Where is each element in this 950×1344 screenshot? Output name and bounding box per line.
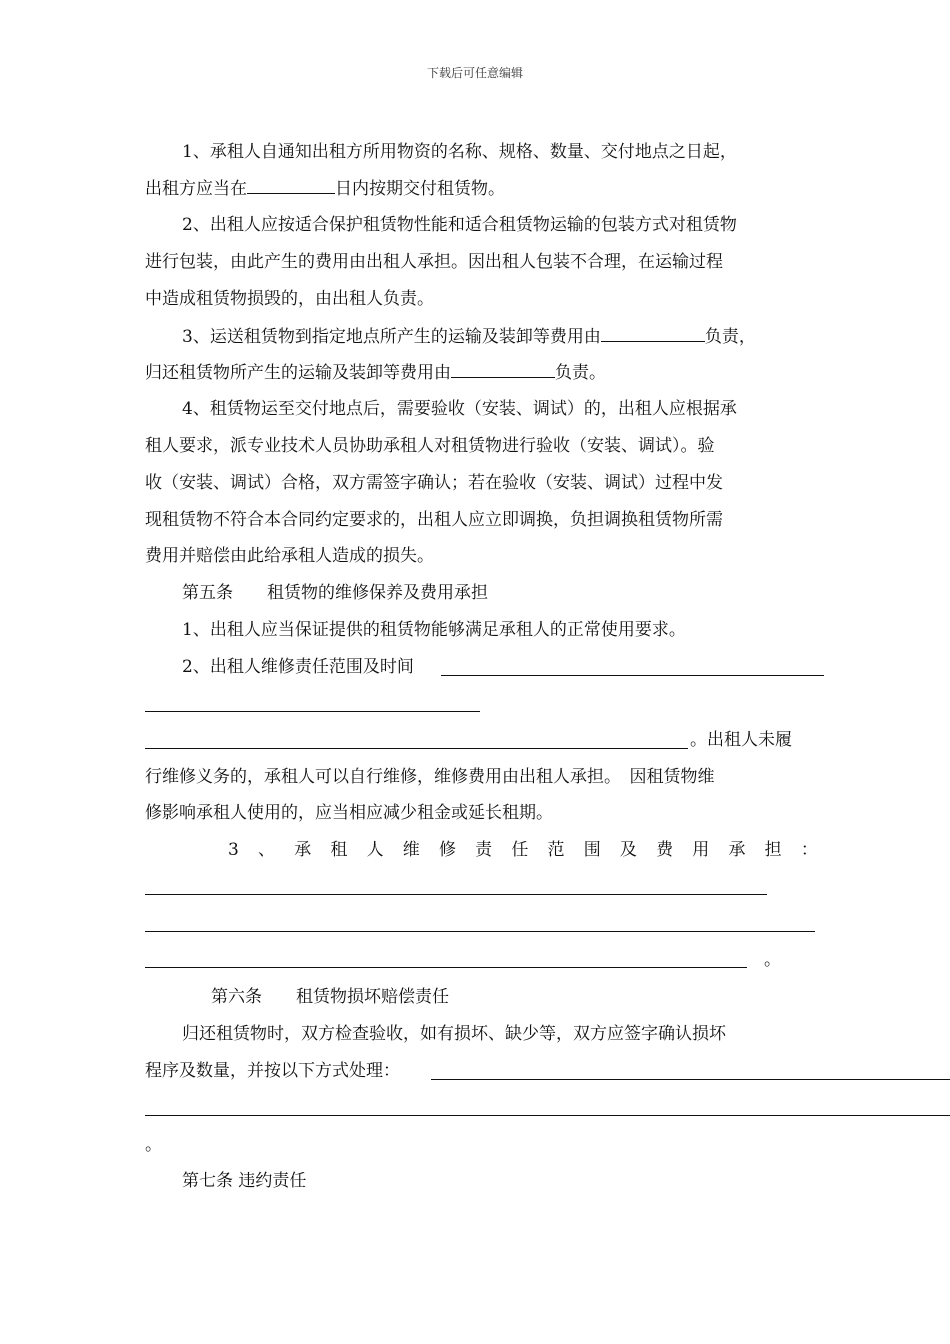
para3-text-b: 负责，: [704, 327, 756, 347]
para1-text-a: 出租方应当在: [145, 179, 247, 199]
maintenance-blank-2[interactable]: [145, 711, 480, 712]
article5-item2-end: 。出租人未履: [690, 730, 792, 750]
maintenance-blank-3[interactable]: [145, 748, 688, 749]
para4-line5: 费用并赔偿由此给承租人造成的损失。: [145, 546, 434, 566]
article5-item1: 1、出租人应当保证提供的租赁物能够满足承租人的正常使用要求。: [182, 620, 686, 640]
item3-char: 费: [656, 840, 674, 860]
article7-title: 第七条 违约责任: [182, 1171, 307, 1191]
damage-handling-blank-2[interactable]: [145, 1115, 950, 1116]
article6-end: 。: [145, 1135, 162, 1155]
para3-text-d: 负责。: [555, 363, 606, 383]
delivery-cost-blank[interactable]: [601, 324, 705, 342]
article6-line2: 程序及数量，并按以下方式处理：: [145, 1061, 400, 1081]
article6-title: 第六条 租赁物损坏赔偿责任: [211, 987, 449, 1007]
item3-char: 人: [366, 840, 384, 860]
days-blank[interactable]: [247, 176, 335, 194]
article5-item2-line4: 行维修义务的，承租人可以自行维修，维修费用由出租人承担。 因租赁物维: [145, 767, 715, 787]
para1-line2: [145, 176, 505, 201]
maintenance-blank-1[interactable]: [441, 675, 824, 676]
item3-char: 、: [258, 840, 276, 860]
lessee-repair-blank-1[interactable]: [145, 894, 767, 895]
item3-char: 3: [228, 840, 239, 860]
return-cost-blank[interactable]: [451, 360, 555, 378]
article6-line1: 归还租赁物时，双方检查验收，如有损坏、缺少等，双方应签字确认损坏: [182, 1024, 726, 1044]
lessee-repair-blank-3[interactable]: [145, 967, 747, 968]
item3-char: 及: [619, 840, 637, 860]
item3-char: 修: [438, 840, 456, 860]
article5-item3: [228, 838, 818, 862]
item3-char: 担: [764, 840, 782, 860]
para3-text-c: 归还租赁物所产生的运输及装卸等费用由: [145, 363, 451, 383]
para2-line3: 中造成租赁物损毁的，由出租人负责。: [145, 289, 434, 309]
item3-char: 维: [402, 840, 420, 860]
item3-char: 用: [692, 840, 710, 860]
item3-char: 任: [511, 840, 529, 860]
para4-line3: 收（安装、调试）合格，双方需签字确认；若在验收（安装、调试）过程中发: [145, 473, 723, 493]
para1-line1: 1、承租人自通知出租方所用物资的名称、规格、数量、交付地点之日起，: [182, 142, 737, 162]
item3-char: 围: [583, 840, 601, 860]
para2-line1: 2、出租人应按适合保护租赁物性能和适合租赁物运输的包装方式对租赁物: [182, 215, 737, 235]
para2-line2: 进行包装，由此产生的费用由出租人承担。因出租人包装不合理，在运输过程: [145, 252, 723, 272]
damage-handling-blank-1[interactable]: [431, 1079, 950, 1080]
article5-item3-end: 。: [764, 950, 781, 970]
para1-text-b: 日内按期交付租赁物。: [335, 179, 505, 199]
para4-line4: 现租赁物不符合本合同约定要求的，出租人应立即调换，负担调换租赁物所需: [145, 510, 723, 530]
item3-char: 承: [294, 840, 312, 860]
para3-text-a: 3、运送租赁物到指定地点所产生的运输及装卸等费用由: [182, 327, 601, 347]
page-header: 下载后可任意编辑: [426, 66, 523, 80]
para4-line1: 4、租赁物运至交付地点后，需要验收（安装、调试）的，出租人应根据承: [182, 399, 737, 419]
para4-line2: 租人要求，派专业技术人员协助承租人对租赁物进行验收（安装、调试）。验: [145, 436, 715, 456]
item3-char: 责: [475, 840, 493, 860]
item3-char: 承: [728, 840, 746, 860]
article5-item2: 2、出租人维修责任范围及时间: [182, 657, 414, 677]
item3-char: ：: [800, 840, 818, 860]
para3-line2: [145, 360, 606, 385]
para3-line1: [182, 324, 756, 349]
lessee-repair-blank-2[interactable]: [145, 931, 815, 932]
article5-item2-line5: 修影响承租人使用的，应当相应减少租金或延长租期。: [145, 803, 553, 823]
article5-title: 第五条 租赁物的维修保养及费用承担: [182, 583, 488, 603]
item3-char: 租: [330, 840, 348, 860]
item3-char: 范: [547, 840, 565, 860]
